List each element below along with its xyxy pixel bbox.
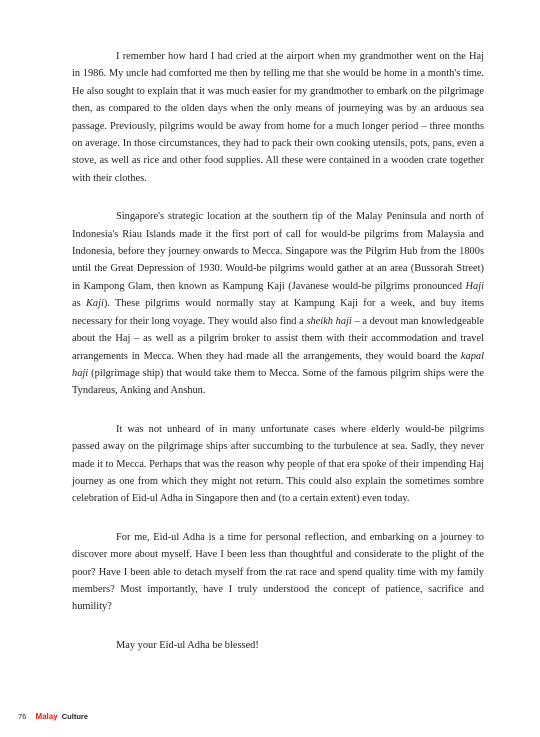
paragraph-text: as [72, 298, 86, 310]
italic-term: Haji [465, 280, 484, 292]
paragraph-text: – a devout man knowledgeable about the Haj – as well as a pilgrim broker to assist them with their accommodation and travel arrangements in Mecca. When they had made all the arrangements, they would board the [72, 315, 484, 362]
paragraph-text: It was not unheard of in many unfortunate cases where elderly would-be pilgrims passed away on the pilgrimage ships after succumbing to the turbulence at sea. Sadly, they never made it to Mecca. Perhaps that was the reason why people of that era spoke of their impending Haj journey as one from which they might not return. This could also explain the sometimes sombre celebration of Eid-ul Adha in Singapore then and (to a certain extent) even today. [72, 423, 484, 505]
publication-section: Culture [61, 712, 89, 721]
paragraph-text: For me, Eid-ul Adha is a time for personal reflection, and embarking on a journey to discover more about myself. Have I been less than thoughtful and considerate to the plight of the poor? Have I been able to detach myself from the rat race and spend quality time with my family members? Most importantly, have I truly understood the concept of patience, sacrifice and humility? [72, 531, 484, 613]
paragraph-text: (pilgrimage ship) that would take them to Mecca. Some of the famous pilgrim ships were the Tyndareus, Anking and Anshun. [72, 367, 484, 397]
article-body [72, 48, 484, 675]
paragraph [72, 421, 484, 508]
italic-term: kapal haji [72, 350, 484, 379]
publication-brand: Malay [35, 712, 58, 721]
page-footer [18, 712, 88, 721]
paragraph-text: ). These pilgrims would normally stay at Kampung Kaji for a week, and buy items necessary for their long voyage. They would also find a [72, 298, 484, 327]
paragraph-text: I remember how hard I had cried at the airport when my grandmother went on the Haj in 1986. My uncle had comforted me then by telling me that she would be home in a month's time. He also sought to explain that it was much easier for my grandmother to embark on the pilgrimage then, as compared to the olden days when the only means of journeying was by an arduous sea passage. Previously, pilgrims would be away from home for a much longer period – three months on average. In those circumstances, they had to pack their own cooking utensils, pots, pans, even a stove, as well as rice and other food supplies. All these were contained in a wooden crate together with their clothes. [72, 51, 484, 184]
paragraph [72, 529, 484, 616]
paragraph [72, 208, 484, 399]
paragraph [72, 48, 484, 187]
page-number: 76 [18, 712, 27, 721]
paragraph [72, 637, 484, 654]
italic-term: sheikh haji [306, 315, 352, 327]
paragraph-text: Singapore's strategic location at the southern tip of the Malay Peninsula and north of Indonesia's Riau Islands made it the first port of call for would-be pilgrims from Malaysia and Indonesia, before they journey onwards to Mecca. Singapore was the Pilgrim Hub from the 1800s until the Great Depression of 1930. Would-be pilgrims would gather at an area (Bussorah Street) in Kampong Glam, then known as Kampung Kaji (Javanese would-be pilgrims pronounced [72, 211, 484, 292]
italic-term: Kaji [85, 298, 104, 310]
paragraph-text: May your Eid-ul Adha be blessed! [116, 639, 259, 651]
